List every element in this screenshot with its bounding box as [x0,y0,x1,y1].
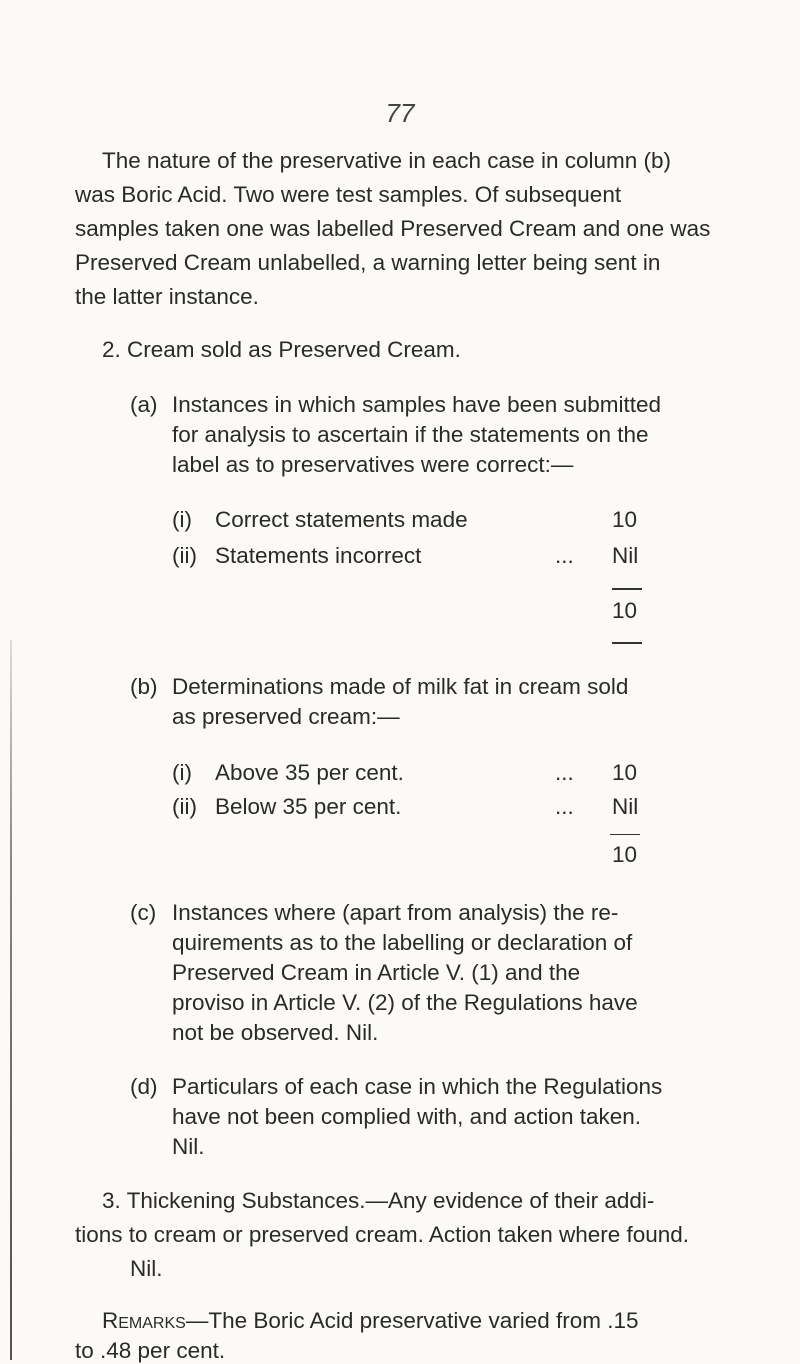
text-line: to .48 per cent. [75,1338,226,1363]
text-line: Determinations made of milk fat in cream sold [172,674,629,699]
list-label: (i) [172,760,192,785]
sum-rule [610,834,640,835]
page-number: 77 [385,98,415,128]
sum-rule [612,642,642,644]
text-line: Preserved Cream in Article V. (1) and the [172,960,581,985]
text-line: label as to preservatives were correct:— [172,452,574,477]
text-line: tions to cream or preserved cream. Action taken where found. [75,1222,690,1247]
text-line: was Boric Acid. Two were test samples. Of subsequent [75,182,622,207]
text-line: have not been complied with, and action taken. [172,1104,642,1129]
subsection-label: (d) [130,1074,158,1099]
text-line: Instances in which samples have been submitted [172,392,662,417]
text-line: the latter instance. [75,284,259,309]
text-line: Nil. [172,1134,205,1159]
text-line: Particulars of each case in which the Regulations [172,1074,663,1099]
subsection-label: (c) [130,900,157,925]
text-line: The nature of the preservative in each case in column (b) [102,148,672,173]
list-value: 10 [612,507,638,532]
list-dots: ... [555,794,574,819]
scan-edge [10,640,12,1360]
total-value: 10 [612,598,638,623]
subsection-label: (a) [130,392,158,417]
list-dots: ... [555,543,574,568]
section-heading: 2. Cream sold as Preserved Cream. [102,337,461,362]
remarks-label: Remarks [102,1308,186,1333]
list-label: (ii) [172,794,197,819]
total-value: 10 [612,842,638,867]
list-label: (ii) [172,543,197,568]
text-line: proviso in Article V. (2) of the Regulations have [172,990,638,1015]
text-line: Instances where (apart from analysis) the re- [172,900,619,925]
list-text: Statements incorrect [215,543,422,568]
list-value: Nil [612,543,639,568]
list-text: Correct statements made [215,507,468,532]
subsection-label: (b) [130,674,158,699]
remarks-text: —The Boric Acid preservative varied from .15 [185,1308,639,1333]
sum-rule [612,588,642,590]
text-line: Preserved Cream unlabelled, a warning letter being sent in [75,250,661,275]
text-line: for analysis to ascertain if the statements on the [172,422,649,447]
list-value: Nil [612,794,639,819]
text-line: Nil. [130,1256,163,1281]
text-line: samples taken one was labelled Preserved Cream and one was [75,216,711,241]
text-line: as preserved cream:— [172,704,400,729]
text-line: 3. Thickening Substances.—Any evidence of their addi- [102,1188,655,1213]
remarks-line [102,1308,639,1334]
list-text: Below 35 per cent. [215,794,402,819]
list-label: (i) [172,507,192,532]
list-text: Above 35 per cent. [215,760,404,785]
text-line: not be observed. Nil. [172,1020,379,1045]
list-dots: ... [555,760,574,785]
text-line: quirements as to the labelling or declaration of [172,930,633,955]
list-value: 10 [612,760,638,785]
